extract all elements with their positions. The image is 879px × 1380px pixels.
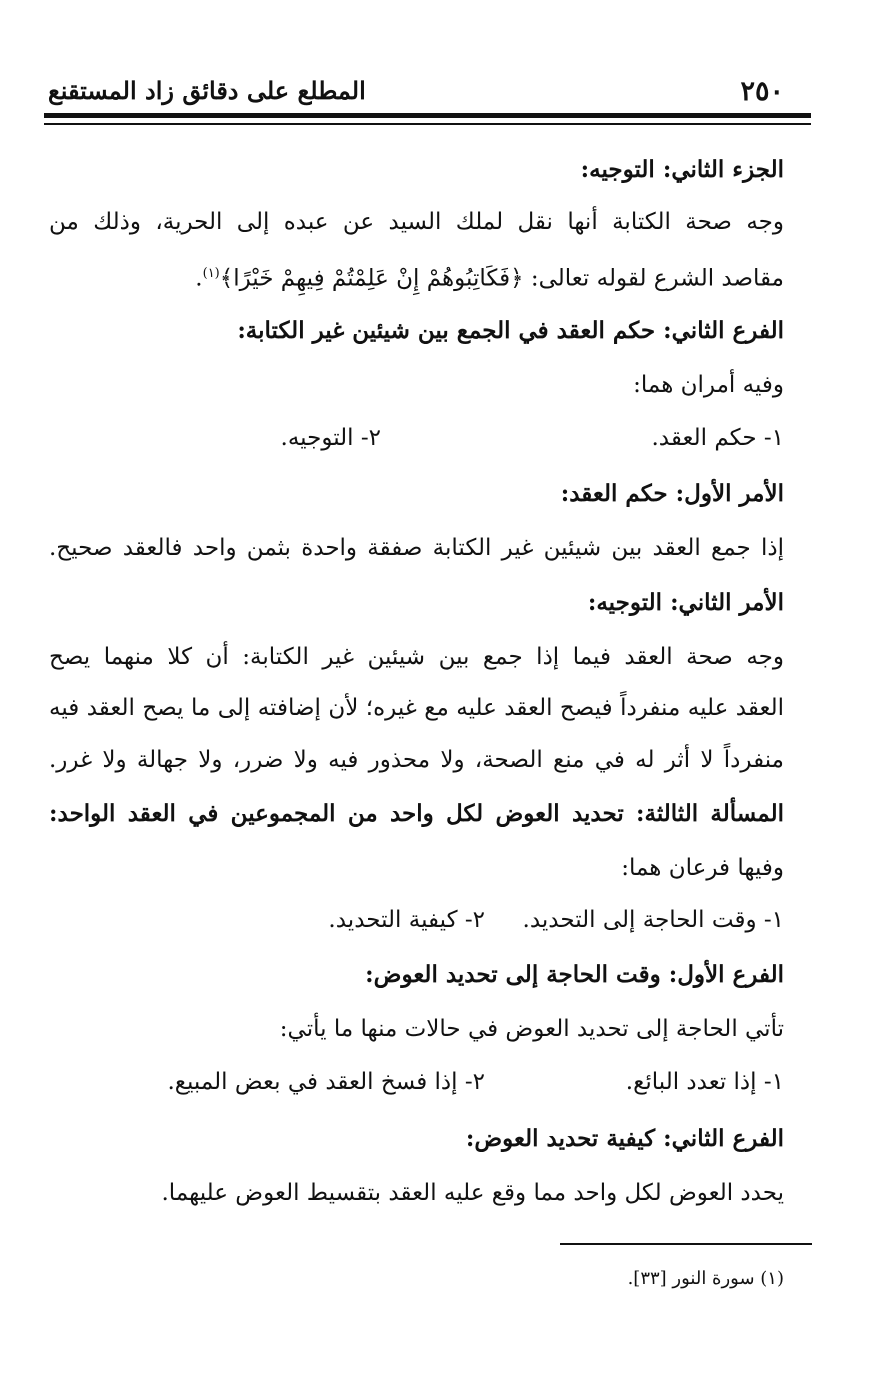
subsection-heading: الفرع الثاني: كيفية تحديد العوض: [465, 1125, 784, 1152]
paragraph-line: إذا جمع العقد بين شيئين غير الكتابة صفقة واحدة بثمن واحد فالعقد صحيح. [49, 535, 784, 561]
subsection-heading: الفرع الأول: وقت الحاجة إلى تحديد العوض: [365, 961, 784, 988]
section-heading: الجزء الثاني: التوجيه: [580, 156, 784, 183]
running-header-title: المطلع على دقائق زاد المستقنع [48, 76, 366, 105]
list-item: ١- إذا تعدد البائع. [625, 1069, 784, 1095]
paragraph-line: العقد عليه منفرداً فيصح العقد عليه مع غيره؛ لأن إضافته إلى ما يصح العقد فيه [49, 695, 784, 721]
list-item: ٢- التوجيه. [280, 425, 381, 451]
paragraph-line: وفيه أمران هما: [633, 372, 784, 398]
subsection-heading: الأمر الثاني: التوجيه: [587, 589, 784, 616]
paragraph-line: تأتي الحاجة إلى تحديد العوض في حالات منها ما يأتي: [279, 1016, 784, 1042]
paragraph-line: وجه صحة العقد فيما إذا جمع بين شيئين غير الكتابة: أن كلا منهما يصح [49, 644, 784, 670]
page-number: ٢٥٠ [740, 76, 784, 107]
footnote-rule [560, 1243, 812, 1245]
list-item: ٢- إذا فسخ العقد في بعض المبيع. [167, 1069, 485, 1095]
sentence-end: . [195, 265, 203, 292]
paragraph-line: منفرداً لا أثر له في منع الصحة، ولا محذور فيه ولا ضرر، ولا جهالة ولا غرر. [49, 747, 784, 773]
section-heading: المسألة الثالثة: تحديد العوض لكل واحد من المجموعين في العقد الواحد: [49, 800, 784, 827]
quran-citation-text: مقاصد الشرع لقوله تعالى: ﴿فَكَاتِبُوهُمْ إِنْ عَلِمْتُمْ فِيهِمْ خَيْرًا﴾ [219, 265, 784, 292]
header-rule-thick [44, 113, 811, 118]
paragraph-line: يحدد العوض لكل واحد مما وقع عليه العقد بتقسيط العوض عليهما. [161, 1180, 784, 1206]
list-item: ١- حكم العقد. [651, 425, 784, 451]
paragraph-line: وجه صحة الكتابة أنها نقل لملك السيد عن عبده إلى الحرية، وذلك من [49, 209, 784, 235]
paragraph-line: وفيها فرعان هما: [621, 855, 784, 881]
list-item: ١- وقت الحاجة إلى التحديد. [522, 907, 784, 933]
footnote: (١) سورة النور [٣٣]. [627, 1268, 784, 1289]
subsection-heading: الفرع الثاني: حكم العقد في الجمع بين شيئين غير الكتابة: [237, 317, 784, 344]
subsection-heading: الأمر الأول: حكم العقد: [560, 480, 784, 507]
paragraph-line [195, 259, 784, 294]
header-rule-thin [44, 123, 811, 125]
list-item: ٢- كيفية التحديد. [328, 907, 485, 933]
footnote-reference: (١) [202, 266, 220, 281]
